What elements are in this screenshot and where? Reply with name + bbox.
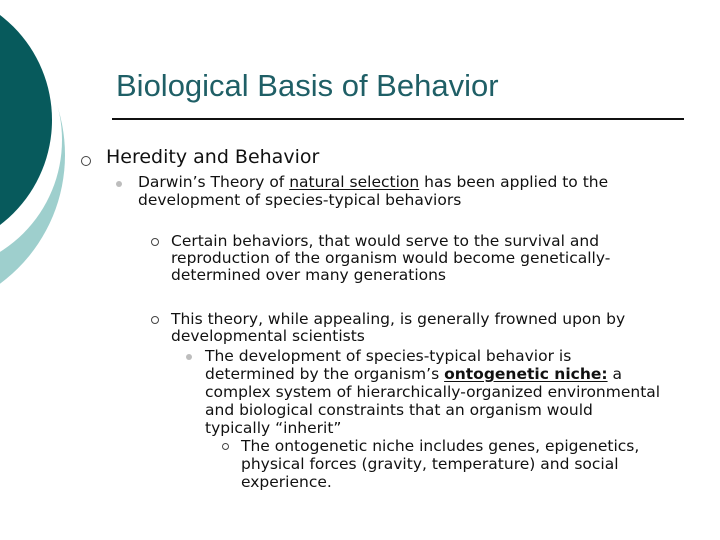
subpoint-line: physical forces (gravity, temperature) and social: [241, 455, 619, 473]
subpoint-certain-behaviors: [171, 233, 610, 284]
bullet-ring-icon: [81, 156, 91, 166]
subpoint-line: experience.: [241, 473, 332, 491]
natural-selection-term: natural selection: [289, 173, 420, 191]
subpoint-line: developmental scientists: [171, 327, 365, 345]
subpoint-line: Certain behaviors, that would serve to the survival and: [171, 232, 600, 250]
subpoint-theory-frowned-upon: [171, 311, 625, 345]
subpoint-line: The ontogenetic niche includes genes, epigenetics,: [241, 437, 640, 455]
subpoint-niche-includes: [241, 437, 639, 491]
subpoint-line: determined over many generations: [171, 266, 447, 284]
slide-title: Biological Basis of Behavior: [116, 68, 499, 103]
bullet-text: Darwin’s Theory of: [138, 173, 290, 191]
point-line: and biological constraints that an organism would: [205, 401, 593, 419]
point-line: complex system of hierarchically-organized environmental: [205, 383, 661, 401]
point-ontogenetic-niche: [205, 347, 660, 437]
point-line: determined by the organism’s: [205, 365, 445, 383]
bullet-ring-icon: [151, 238, 159, 246]
bullet-dot-icon: [116, 181, 122, 187]
heading-heredity-and-behavior: Heredity and Behavior: [106, 146, 320, 168]
bullet-text: development of species-typical behaviors: [138, 191, 462, 209]
bullet-ring-icon: [151, 316, 159, 324]
bullet-darwin-theory: [138, 173, 608, 209]
title-underline: [112, 118, 684, 120]
bullet-text: has been applied to the: [419, 173, 609, 191]
point-line: The development of species-typical behavior is: [205, 347, 572, 365]
bullet-dot-icon: [186, 354, 192, 360]
subpoint-line: reproduction of the organism would become genetically-: [171, 249, 611, 267]
bullet-ring-icon: [222, 443, 229, 450]
subpoint-line: This theory, while appealing, is generally frowned upon by: [171, 310, 626, 328]
point-line: a: [607, 365, 622, 383]
ontogenetic-niche-term: ontogenetic niche:: [444, 365, 608, 383]
point-line: typically “inherit”: [205, 419, 342, 437]
